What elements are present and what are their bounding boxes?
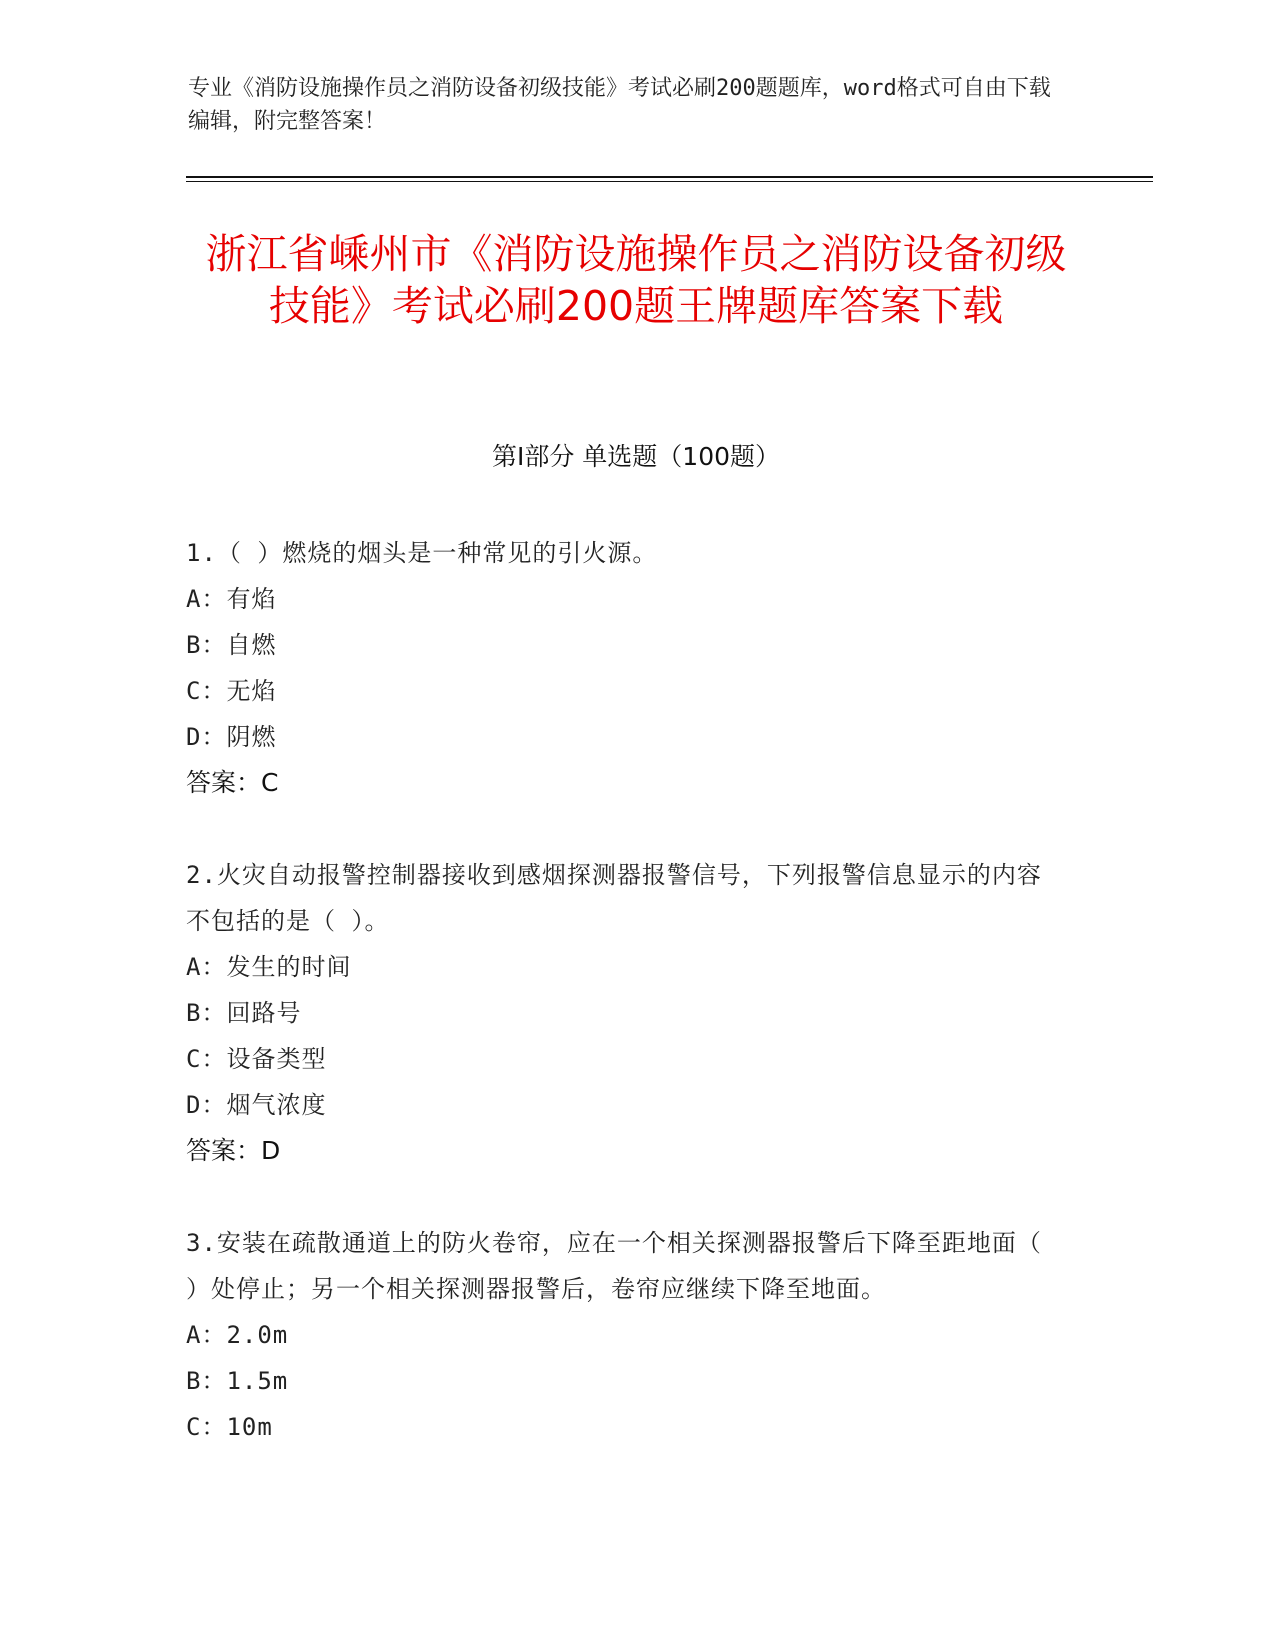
answer-line: 答案：D: [186, 1136, 281, 1165]
document-title: 浙江省嵊州市《消防设施操作员之消防设备初级技能》考试必刷200题王牌题库答案下载: [205, 230, 1067, 330]
header-divider-thick: [186, 176, 1153, 178]
header-note: 专业《消防设施操作员之消防设备初级技能》考试必刷200题题库，word格式可自由下载编辑，附完整答案！: [188, 76, 1051, 134]
question-stem: 2.火灾自动报警控制器接收到感烟探测器报警信号，下列报警信息显示的内容不包括的是（ ）。: [186, 861, 1042, 935]
header-divider-thin: [186, 181, 1153, 182]
option-a: A：发生的时间: [186, 953, 352, 981]
option-c: C：无焰: [186, 677, 277, 705]
option-d: D：烟气浓度: [186, 1091, 327, 1119]
option-b: B：自燃: [186, 631, 277, 659]
option-b: B：1.5m: [186, 1367, 289, 1395]
option-c: C：10m: [186, 1413, 273, 1441]
option-a: A：2.0m: [186, 1321, 289, 1349]
question-stem: 1.（ ）燃烧的烟头是一种常见的引火源。: [186, 539, 658, 567]
option-c: C：设备类型: [186, 1045, 327, 1073]
option-d: D：阴燃: [186, 723, 277, 751]
question-3: [186, 1220, 1066, 1450]
question-2: [186, 852, 1066, 1174]
option-a: A：有焰: [186, 585, 277, 613]
question-stem: 3.安装在疏散通道上的防火卷帘，应在一个相关探测器报警后下降至距地面（ ）处停止；另一个相关探测器报警后，卷帘应继续下降至地面。: [186, 1229, 1042, 1303]
answer-line: 答案：C: [186, 768, 279, 797]
question-1: [186, 530, 1066, 806]
question-list: [186, 530, 1066, 1496]
option-b: B：回路号: [186, 999, 302, 1027]
section-title: 第I部分 单选题（100题）: [491, 442, 781, 471]
